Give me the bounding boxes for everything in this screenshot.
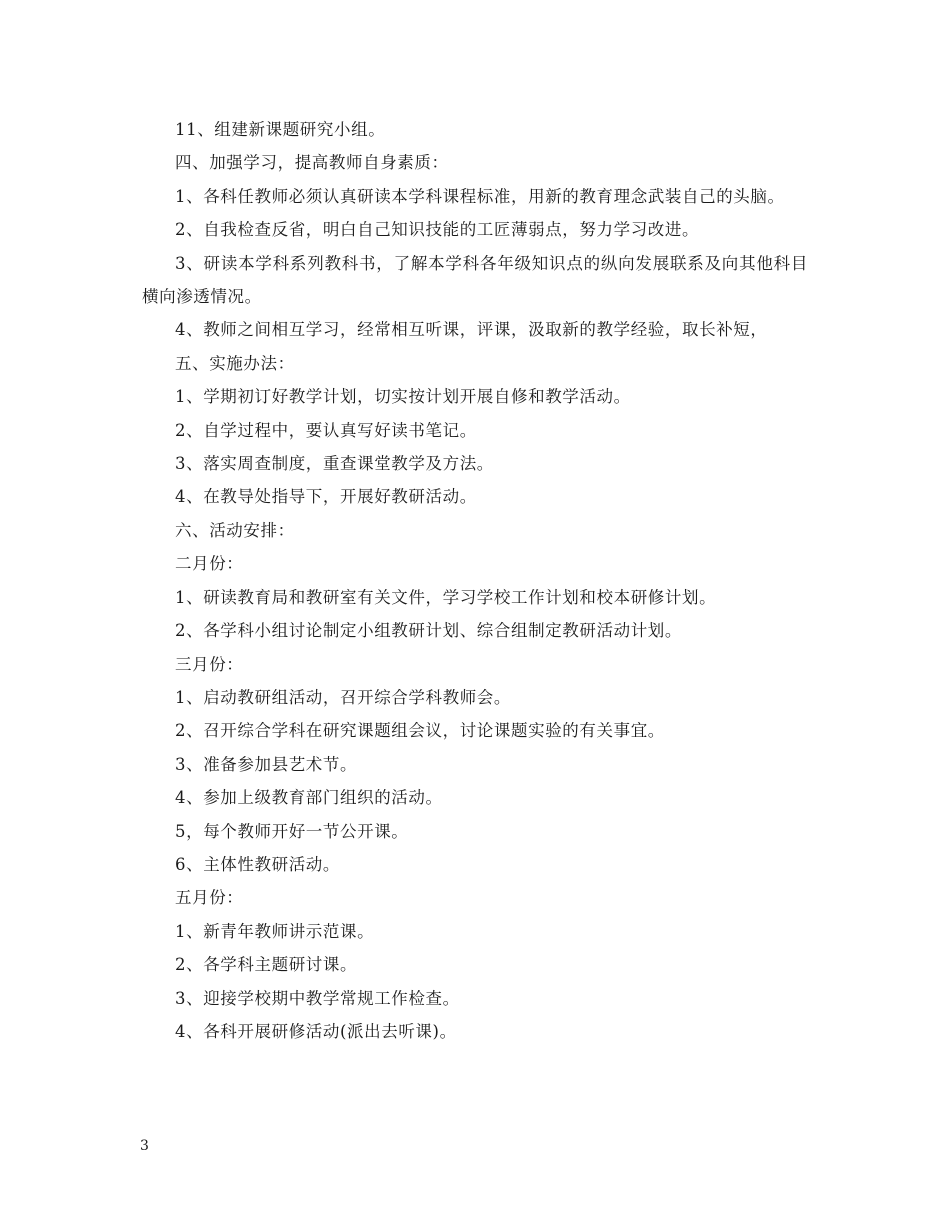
paragraph: 5，每个教师开好一节公开课。	[175, 821, 409, 841]
paragraph: 1、各科任教师必须认真研读本学科课程标准，用新的教育理念武装自己的头脑。	[175, 186, 785, 206]
section-heading: 六、活动安排：	[175, 520, 295, 540]
section-heading: 四、加强学习，提高教师自身素质：	[175, 153, 449, 173]
paragraph: 1、启动教研组活动，召开综合学科教师会。	[175, 687, 511, 707]
paragraph: 2、召开综合学科在研究课题组会议，讨论课题实验的有关事宜。	[175, 721, 665, 741]
paragraph: 2、自我检查反省，明白自己知识技能的工匠薄弱点，努力学习改进。	[175, 220, 700, 240]
paragraph: 1、学期初订好教学计划，切实按计划开展自修和教学活动。	[175, 387, 631, 407]
paragraph: 3、落实周查制度，重查课堂教学及方法。	[175, 454, 494, 474]
paragraph: 1、新青年教师讲示范课。	[175, 921, 375, 941]
paragraph: 2、各学科主题研讨课。	[175, 955, 358, 975]
paragraph: 4、参加上级教育部门组织的活动。	[175, 788, 443, 808]
document-body	[142, 113, 808, 1048]
paragraph: 3、准备参加县艺术节。	[175, 754, 358, 774]
paragraph: 2、自学过程中，要认真写好读书笔记。	[175, 420, 477, 440]
paragraph: 1、研读教育局和教研室有关文件，学习学校工作计划和校本研修计划。	[175, 587, 717, 607]
page-number: 3	[140, 1138, 149, 1154]
paragraph: 11、组建新课题研究小组。	[175, 120, 386, 139]
section-heading: 五、实施办法：	[175, 353, 295, 373]
month-heading: 二月份：	[175, 554, 244, 574]
paragraph: 4、各科开展研修活动(派出去听课)。	[175, 1021, 457, 1041]
paragraph: 6、主体性教研活动。	[175, 854, 340, 874]
paragraph: 3、研读本学科系列教科书，了解本学科各年级知识点的纵向发展联系及向其他科目横向渗透情况。	[142, 253, 808, 307]
paragraph: 4、在教导处指导下，开展好教研活动。	[175, 487, 477, 507]
month-heading: 五月份：	[175, 888, 244, 908]
paragraph: 4、教师之间相互学习，经常相互听课，评课，汲取新的教学经验，取长补短，	[175, 320, 768, 340]
paragraph: 3、迎接学校期中教学常规工作检查。	[175, 988, 460, 1008]
paragraph: 2、各学科小组讨论制定小组教研计划、综合组制定教研活动计划。	[175, 621, 682, 641]
month-heading: 三月份：	[175, 654, 244, 674]
